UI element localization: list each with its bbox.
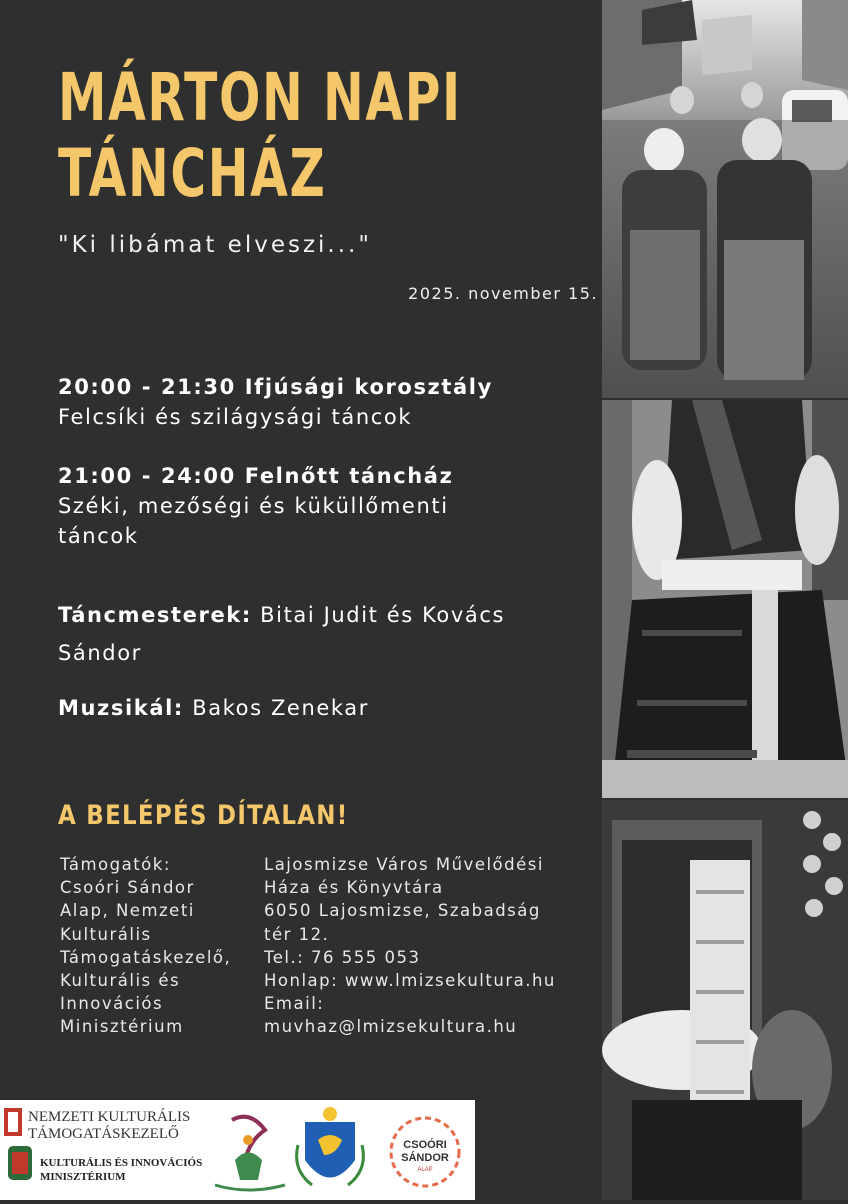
organizer-line: Háza és Könyvtára [264,878,444,898]
supporters-block [60,853,252,1039]
kim-name-1: KULTURÁLIS ÉS INNOVÁCIÓS [40,1157,203,1169]
sponsor-logos [0,1100,475,1200]
dance-masters [58,596,578,672]
program-description-cont: táncok [58,524,139,548]
supporters-line: Alap, Nemzeti [60,901,195,921]
music-label: Muzsikál: [58,696,184,720]
masters-value: Bitai Judit és Kovács [260,603,506,627]
program-description: Felcsíki és szilágysági táncok [58,405,413,429]
organizer-website[interactable]: Honlap: www.lmizsekultura.hu [264,971,556,991]
supporters-line: Minisztérium [60,1017,184,1037]
music-value: Bakos Zenekar [192,696,369,720]
program-time-title: 21:00 - 24:00 Felnőtt táncház [58,464,454,488]
supporters-line: Támogatók: [60,855,171,874]
program-time-title: 20:00 - 21:30 Ifjúsági korosztály [58,375,493,399]
organizer-block [264,853,599,1039]
title-line-1: MÁRTON NAPI [58,59,462,136]
organizer-line: Email: [264,994,325,1014]
event-title [58,60,462,212]
event-date: 2025. november 15. [408,284,598,303]
kim-logo [8,1146,202,1183]
nka-logo [4,1108,190,1142]
supporters-line: Kulturális és [60,971,181,991]
kim-name-2: MINISZTÉRIUM [40,1171,126,1183]
photo-folk-costume [602,400,848,798]
entry-notice: A BELÉPÉS DÍTALAN! [58,800,349,831]
subtitle-quote: "Ki libámat elveszi..." [58,232,372,258]
supporters-line: Innovációs [60,994,164,1014]
organizer-email[interactable]: muvhaz@lmizsekultura.hu [264,1017,518,1037]
lajosmizse-coat-of-arms [297,1107,364,1185]
csoori-name-3: ALAP [417,1167,433,1173]
organizer-line: tér 12. [264,924,330,944]
nka-name-2: TÁMOGATÁSKEZELŐ [28,1126,179,1142]
supporters-line: Csoóri Sándor [60,878,195,898]
organizer-line: Lajosmizse Város Művelődési [264,855,544,874]
masters-label: Táncmesterek: [58,603,252,627]
music-info [58,693,578,723]
program-description: Széki, mezőségi és küküllőmenti [58,494,449,518]
nka-name-1: NEMZETI KULTURÁLIS [28,1109,191,1125]
supporters-line: Támogatáskezelő, [60,947,232,967]
photo-village-street [602,0,848,398]
supporters-line: Kulturális [60,924,152,944]
csoori-sandor-alap-logo [391,1118,459,1186]
dancer-logo [215,1117,285,1190]
organizer-line: 6050 Lajosmizse, Szabadság [264,901,541,921]
csoori-name-2: SÁNDOR [401,1152,449,1164]
organizer-phone: Tel.: 76 555 053 [264,947,421,967]
title-line-2: TÁNCHÁZ [58,135,327,212]
program-item-adult [58,461,578,551]
photo-headdress [602,800,848,1200]
csoori-name-1: CSOÓRI [403,1139,447,1151]
program-item-youth [58,372,578,432]
masters-value-cont: Sándor [58,641,142,665]
